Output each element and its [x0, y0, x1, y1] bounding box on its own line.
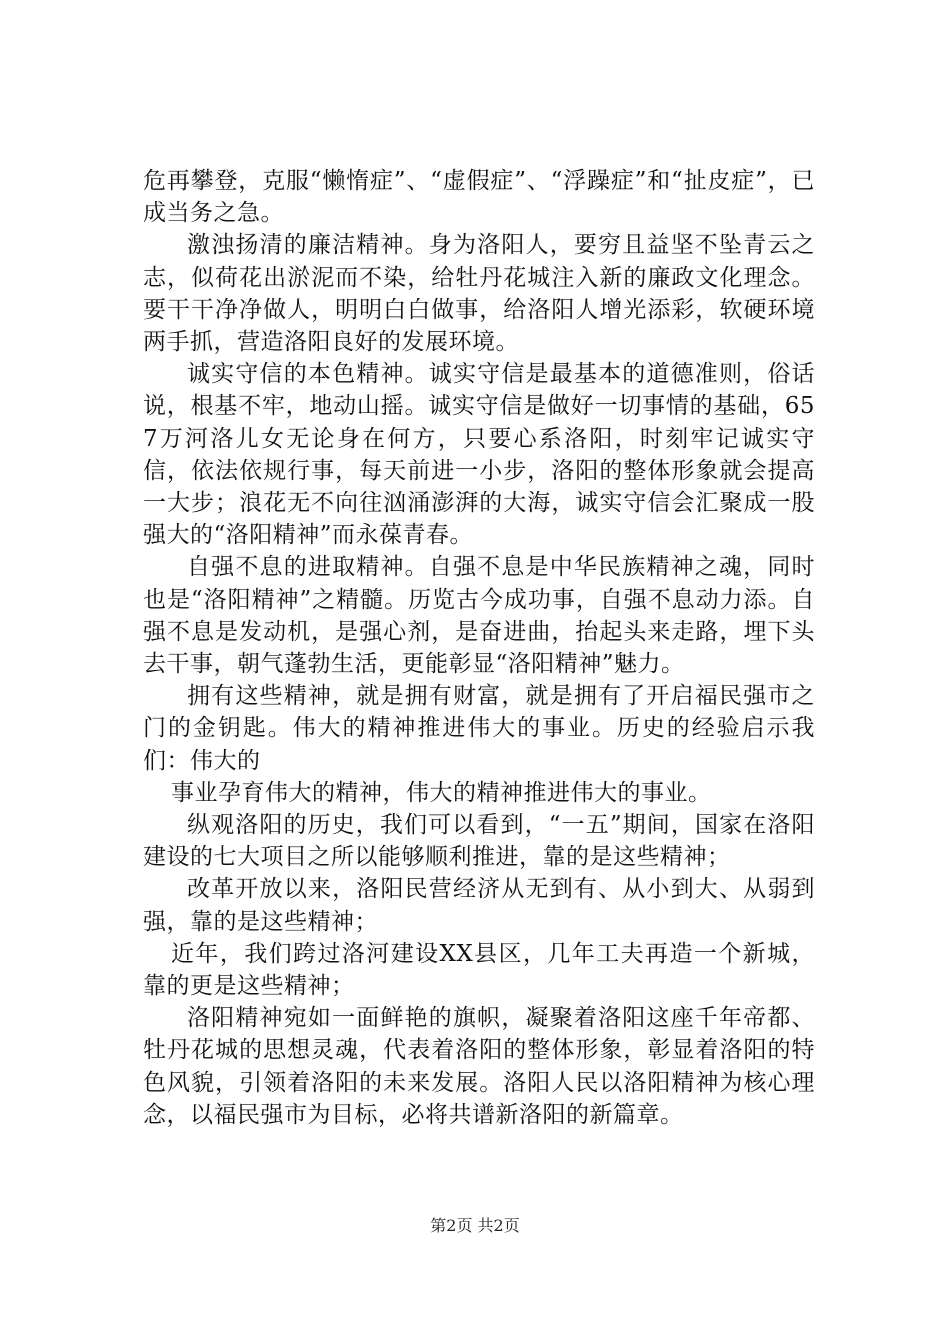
page-number-footer: 第2页 共2页: [430, 1216, 520, 1235]
paragraph-luoyang-spirit-banner: 洛阳精神宛如一面鲜艳的旗帜，凝聚着洛阳这座千年帝都、牡丹花城的思想灵魂，代表着洛阳的整体形象，彰显着洛阳的特色风貌，引领着洛阳的未来发展。洛阳人民以洛阳精神为核心理念，以福民强市为目标，必将共谱新洛阳的新篇章。: [143, 1005, 815, 1128]
paragraph-continuation: 危再攀登，克服“懒惰症”、“虚假症”、“浮躁症”和“扯皮症”，已成当务之急。: [143, 168, 815, 227]
paragraph-reform-opening: 改革开放以来，洛阳民营经济从无到有、从小到大、从弱到强，靠的是这些精神；: [143, 876, 815, 935]
paragraph-recent-years: 近年，我们跨过洛河建设XX县区，几年工夫再造一个新城，靠的更是这些精神；: [143, 940, 815, 1000]
document-body: [143, 165, 815, 1131]
paragraph-great-cause: 事业孕育伟大的精神，伟大的精神推进伟大的事业。: [171, 779, 712, 806]
paragraph-history-review: 纵观洛阳的历史，我们可以看到，“一五”期间，国家在洛阳建设的七大项目之所以能够顺利推进，靠的是这些精神；: [143, 812, 815, 871]
paragraph-wealth-of-spirit: 拥有这些精神，就是拥有财富，就是拥有了开启福民强市之门的金钥匙。伟大的精神推进伟大的事业。历史的经验启示我们：伟大的: [143, 683, 815, 774]
paragraph-enterprising-spirit: 自强不息的进取精神。自强不息是中华民族精神之魂，同时也是“洛阳精神”之精髓。历览古今成功事，自强不息动力添。自强不息是发动机，是强心剂，是奋进曲，抬起头来走路，埋下头去干事，朝气蓬勃生活，更能彰显“洛阳精神”魅力。: [143, 554, 815, 678]
paragraph-integrity-spirit: 激浊扬清的廉洁精神。身为洛阳人，要穷且益坚不坠青云之志，似荷花出淤泥而不染，给牡丹花城注入新的廉政文化理念。要干干净净做人，明明白白做事，给洛阳人增光添彩，软硬环境两手抓，营造洛阳良好的发展环境。: [143, 232, 815, 356]
paragraph-honesty-spirit: 诚实守信的本色精神。诚实守信是最基本的道德准则，俗话说，根基不牢，地动山摇。诚实守信是做好一切事情的基础，657万河洛儿女无论身在何方，只要心系洛阳，时刻牢记诚实守信，依法依规行事，每天前进一小步，洛阳的整体形象就会提高一大步；浪花无不向往汹涌澎湃的大海，诚实守信会汇聚成一股强大的“洛阳精神”而永葆青春。: [143, 361, 815, 549]
